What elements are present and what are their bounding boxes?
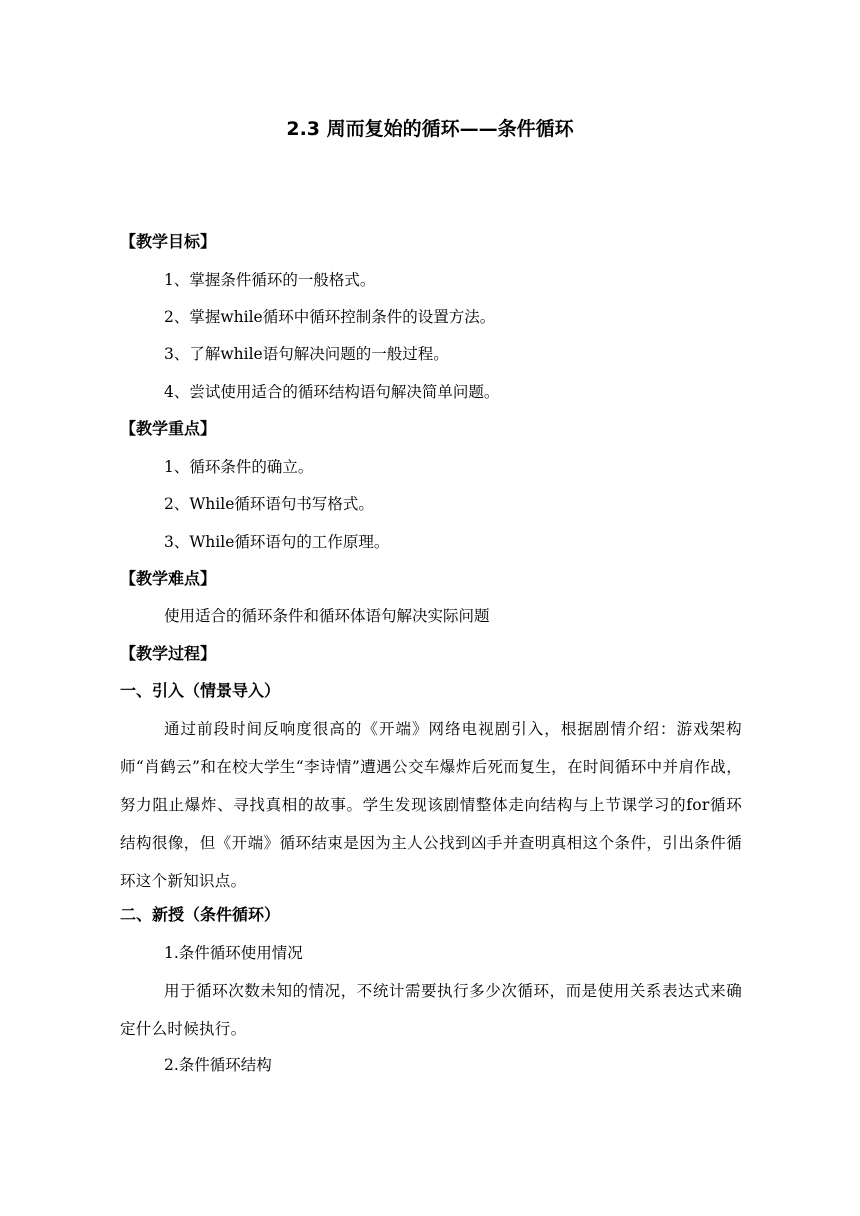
key-point-item: 2、While循环语句书写格式。 [164,495,374,513]
objective-item: 3、了解while语句解决问题的一般过程。 [164,345,449,363]
objective-item: 4、尝试使用适合的循环结构语句解决简单问题。 [164,383,500,401]
objective-item: 1、掌握条件循环的一般格式。 [164,271,376,289]
subsection-title: 2.条件循环结构 [164,1056,272,1074]
intro-heading: 一、引入（情景导入） [120,681,281,700]
difficulties-text: 使用适合的循环条件和循环体语句解决实际问题 [164,607,490,625]
new-lesson-heading: 二、新授（条件循环） [120,905,281,924]
subsection-title: 1.条件循环使用情况 [164,944,303,962]
intro-paragraph: 通过前段时间反响度很高的《开端》网络电视剧引入，根据剧情介绍：游戏架构师“肖鹤云”和在校大学生“李诗情”遭遇公交车爆炸后死而复生，在时间循环中并肩作战，努力阻止爆炸、寻找真相的故事。学生发现该剧情整体走向结构与上节课学习的for循环结构很像，但《开端》循环结束是因为主人公找到凶手并查明真相这个条件，引出条件循环这个新知识点。 [120,720,742,890]
process-heading: 【教学过程】 [120,644,217,663]
subsection-paragraph: 用于循环次数未知的情况，不统计需要执行多少次循环，而是使用关系表达式来确定什么时候执行。 [120,982,742,1038]
objectives-heading: 【教学目标】 [120,232,217,251]
key-point-item: 1、循环条件的确立。 [164,458,314,476]
key-point-item: 3、While循环语句的工作原理。 [164,533,390,551]
document-title: 2.3 周而复始的循环——条件循环 [286,118,574,140]
difficulties-heading: 【教学难点】 [120,569,217,588]
objective-item: 2、掌握while循环中循环控制条件的设置方法。 [164,308,496,326]
key-points-heading: 【教学重点】 [120,419,217,438]
